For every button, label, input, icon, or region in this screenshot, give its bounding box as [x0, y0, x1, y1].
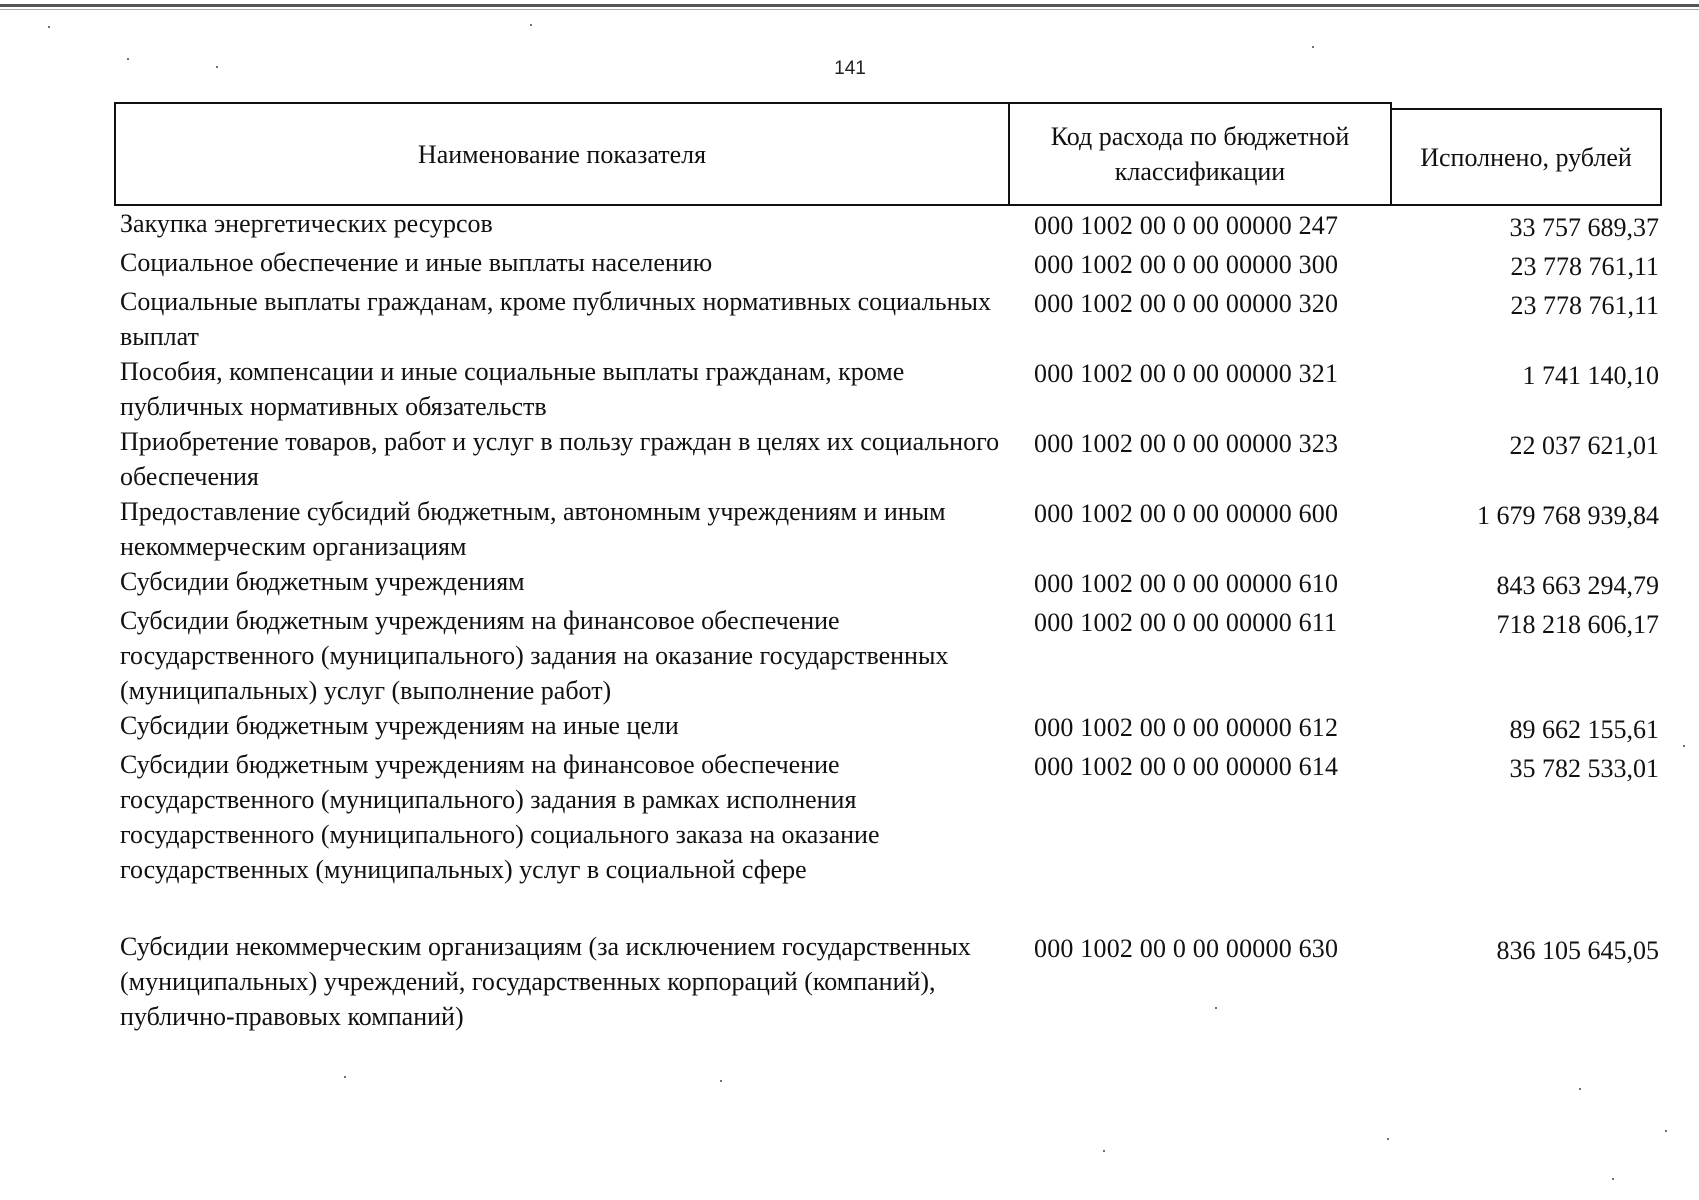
row-code: 000 1002 00 0 00 00000 614 [1034, 752, 1339, 781]
scan-speck [216, 66, 218, 68]
row-code: 000 1002 00 0 00 00000 612 [1034, 713, 1339, 742]
row-amount: 89 662 155,61 [1509, 715, 1659, 744]
row-name: Субсидии бюджетным учреждениям на финансовое обеспечение государственного (муниципального) задания в рамках исполнения государственного (муниципального) социального заказа на оказание государственных (муниципальных) услуг в социальной сфере [120, 750, 880, 884]
table-body [114, 206, 1664, 1034]
row-name: Пособия, компенсации и иные социальные выплаты гражданам, кроме публичных нормативных обязательств [120, 357, 905, 421]
scan-top-border [0, 4, 1699, 7]
scan-speck [720, 1080, 722, 1082]
row-amount: 1 741 140,10 [1522, 361, 1659, 390]
table-row [114, 747, 1664, 887]
row-name: Субсидии бюджетным учреждениям на финансовое обеспечение государственного (муниципального) задания на оказание государственных (муниципальных) услуг (выполнение работ) [120, 606, 949, 705]
table-row [114, 708, 1664, 747]
row-name: Субсидии бюджетным учреждениям на иные цели [120, 711, 679, 740]
scan-top-border-secondary [0, 9, 1699, 10]
scan-speck [127, 58, 129, 60]
row-code: 000 1002 00 0 00 00000 323 [1034, 429, 1339, 458]
row-code: 000 1002 00 0 00 00000 320 [1034, 289, 1339, 318]
row-name: Закупка энергетических ресурсов [120, 209, 493, 238]
row-code: 000 1002 00 0 00 00000 611 [1034, 608, 1338, 637]
table-row [114, 206, 1664, 245]
scan-speck [1665, 1130, 1667, 1132]
row-amount: 35 782 533,01 [1509, 754, 1659, 783]
table-row [114, 245, 1664, 284]
row-amount: 22 037 621,01 [1509, 431, 1659, 460]
row-code: 000 1002 00 0 00 00000 600 [1034, 499, 1339, 528]
row-name: Приобретение товаров, работ и услуг в пользу граждан в целях их социального обеспечения [120, 427, 1000, 491]
header-code: Код расхода по бюджетной классификации [1008, 102, 1392, 206]
scan-speck [48, 26, 50, 28]
row-amount: 23 778 761,11 [1510, 252, 1659, 281]
row-code: 000 1002 00 0 00 00000 610 [1034, 569, 1339, 598]
scan-speck [1312, 46, 1314, 48]
table-row [114, 564, 1664, 603]
row-name: Социальное обеспечение и иные выплаты населению [120, 248, 713, 277]
scan-speck [530, 24, 532, 26]
row-name: Социальные выплаты гражданам, кроме публичных нормативных социальных выплат [120, 287, 991, 351]
row-amount: 718 218 606,17 [1496, 610, 1659, 639]
table-header [114, 102, 1664, 206]
table-row [114, 354, 1664, 424]
scan-speck [1683, 745, 1685, 747]
row-amount: 23 778 761,11 [1510, 291, 1659, 320]
header-name: Наименование показателя [114, 102, 1010, 206]
table-row [114, 494, 1664, 564]
row-code: 000 1002 00 0 00 00000 247 [1034, 211, 1339, 240]
row-name: Субсидии бюджетным учреждениям [120, 567, 525, 596]
table-row [114, 929, 1664, 1034]
page-number: 141 [834, 58, 866, 79]
row-amount: 33 757 689,37 [1509, 213, 1659, 242]
header-amount: Исполнено, рублей [1390, 108, 1662, 206]
budget-table [114, 102, 1664, 1034]
table-row [114, 603, 1664, 708]
table-row [114, 424, 1664, 494]
row-code: 000 1002 00 0 00 00000 321 [1034, 359, 1339, 388]
scan-speck [1579, 1088, 1581, 1090]
scan-speck [1215, 1007, 1217, 1009]
scan-speck [1387, 1138, 1389, 1140]
row-code: 000 1002 00 0 00 00000 630 [1034, 934, 1339, 963]
scan-speck [344, 1076, 346, 1078]
row-name: Субсидии некоммерческим организациям (за исключением государственных (муниципальных) учреждений, государственных корпораций (компаний), публично-правовых компаний) [120, 932, 971, 1031]
row-name: Предоставление субсидий бюджетным, автономным учреждениям и иным некоммерческим организациям [120, 497, 946, 561]
scan-speck [1103, 1150, 1105, 1152]
row-amount: 836 105 645,05 [1496, 936, 1659, 965]
table-row [114, 284, 1664, 354]
row-amount: 843 663 294,79 [1496, 571, 1659, 600]
row-amount: 1 679 768 939,84 [1477, 501, 1659, 530]
row-code: 000 1002 00 0 00 00000 300 [1034, 250, 1339, 279]
scan-speck [1612, 1178, 1614, 1180]
